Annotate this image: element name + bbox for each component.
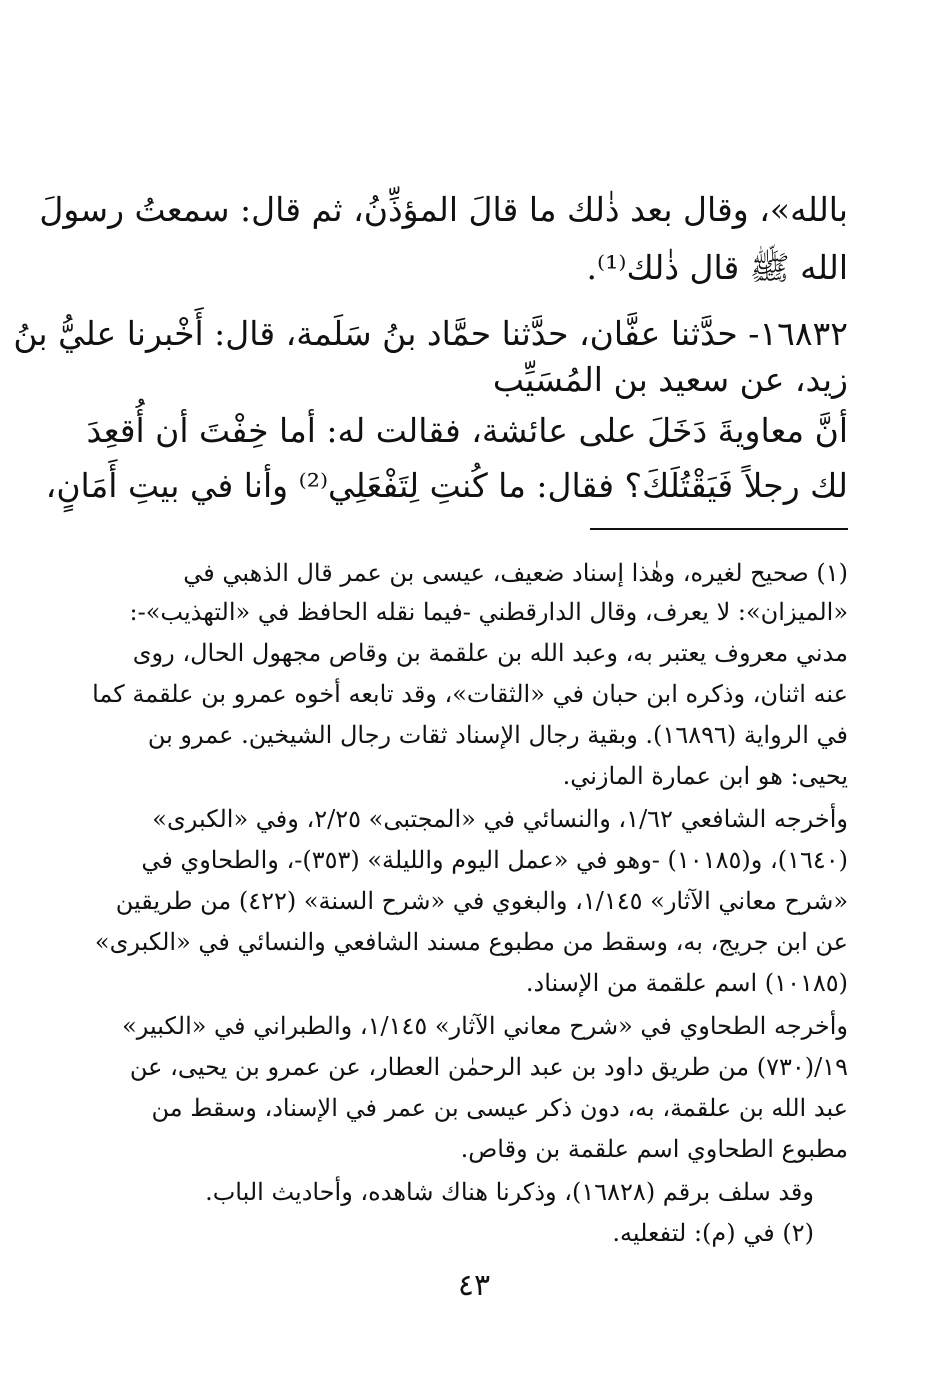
- main-line: الله ﷺ قال ذٰلك⁽¹⁾.: [586, 248, 848, 287]
- footnote-line: (١) صحيح لغيره، وهٰذا إسناد ضعيف، عيسى بن عمر قال الذهبي في: [183, 559, 848, 587]
- footnote-line: عن ابن جريج، به، وسقط من مطبوع مسند الشافعي والنسائي في «الكبرى»: [94, 928, 848, 956]
- footnote-line: في الرواية (١٦٨٩٦). وبقية رجال الإسناد ثقات رجال الشيخين. عمرو بن: [147, 721, 848, 749]
- footnote-line: (٢) في (م): لتفعليه.: [612, 1219, 814, 1247]
- main-line: بالله»، وقال بعد ذٰلك ما قالَ المؤذِّنُ، ثم قال: سمعتُ رسولَ: [39, 190, 848, 229]
- footnote-line: عبد الله بن علقمة، به، دون ذكر عيسى بن عمر في الإسناد، وسقط من: [151, 1094, 848, 1122]
- hadith-isnad-line: زيد، عن سعيد بن المُسَيِّب: [492, 360, 848, 399]
- footnote-separator: [590, 528, 848, 530]
- footnote-line: وقد سلف برقم (١٦٨٢٨)، وذكرنا هناك شاهده، وأحاديث الباب.: [205, 1178, 814, 1206]
- footnote-line: مدني معروف يعتبر به، وعبد الله بن علقمة بن وقاص مجهول الحال، روى: [132, 639, 848, 667]
- hadith-matn-line: لك رجلاً فَيَقْتُلَكَ؟ فقال: ما كُنتِ لِتَفْعَلِي⁽²⁾ وأنا في بيتِ أَمَانٍ،: [45, 466, 848, 505]
- footnote-line: «شرح معاني الآثار» ١/١٤٥، والبغوي في «شرح السنة» (٤٢٢) من طريقين: [115, 887, 848, 915]
- footnote-line: عنه اثنان، وذكره ابن حبان في «الثقات»، وقد تابعه أخوه عمرو بن علقمة كما: [92, 680, 848, 708]
- footnote-line: (١٠١٨٥) اسم علقمة من الإسناد.: [525, 969, 848, 997]
- footnote-line: ١٩/(٧٣٠) من طريق داود بن عبد الرحمٰن العطار، عن عمرو بن يحيى، عن: [129, 1053, 848, 1081]
- footnote-line: وأخرجه الطحاوي في «شرح معاني الآثار» ١/١٤٥، والطبراني في «الكبير»: [122, 1012, 848, 1040]
- hadith-isnad-line: ١٦٨٣٢- حدَّثنا عفَّان، حدَّثنا حمَّاد بنُ سَلَمة، قال: أَخْبرنا عليُّ بنُ: [13, 314, 848, 353]
- footnote-line: «الميزان»: لا يعرف، وقال الدارقطني -فيما نقله الحافظ في «التهذيب»-:: [129, 598, 848, 626]
- page-number: ٤٣: [457, 1268, 491, 1303]
- footnote-line: (١٦٤٠)، و(١٠١٨٥) -وهو في «عمل اليوم والليلة» (٣٥٣)-، والطحاوي في: [141, 846, 848, 874]
- footnote-line: وأخرجه الشافعي ١/٦٢، والنسائي في «المجتبى» ٢/٢٥، وفي «الكبرى»: [152, 805, 848, 833]
- hadith-matn-line: أنَّ معاويةَ دَخَلَ على عائشة، فقالت له: أما خِفْتَ أن أُقعِدَ: [86, 411, 848, 450]
- footnote-line: يحيى: هو ابن عمارة المازني.: [562, 762, 848, 790]
- footnote-line: مطبوع الطحاوي اسم علقمة بن وقاص.: [460, 1135, 848, 1163]
